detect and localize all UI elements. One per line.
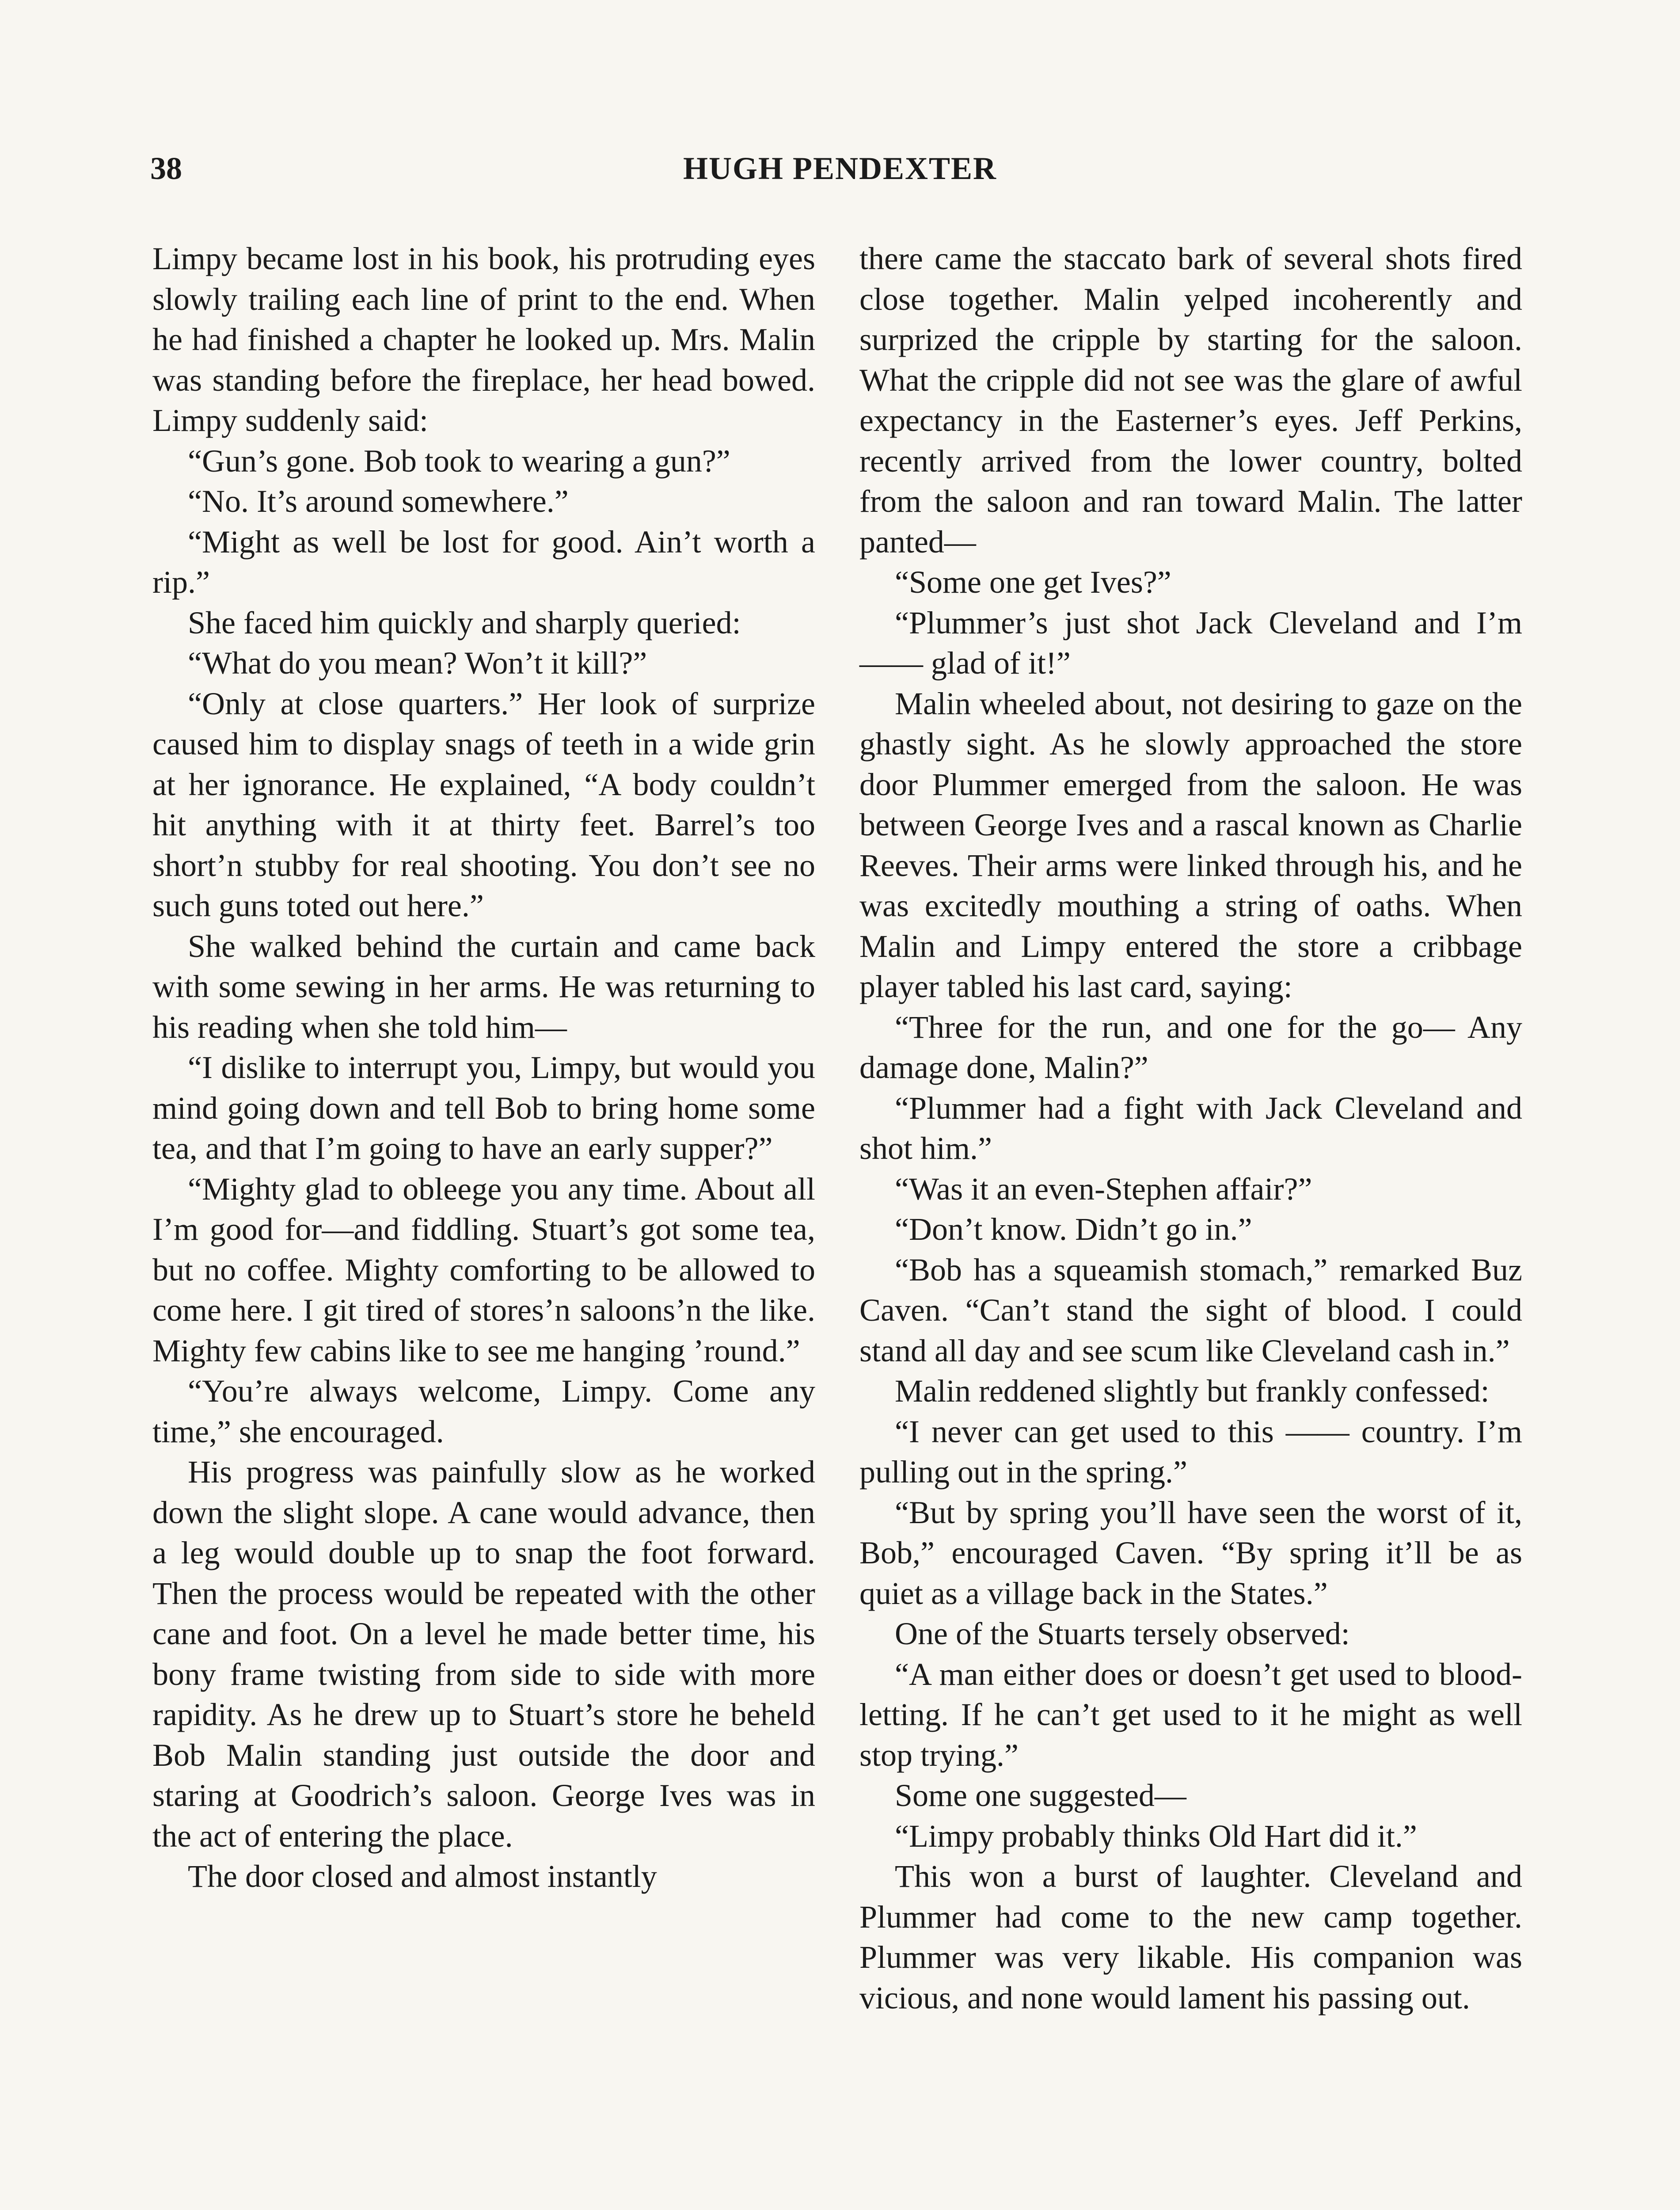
paragraph: “Might as well be lost for good. Ain’t worth a rip.”	[152, 524, 815, 600]
paragraph: “You’re always welcome, Limpy. Come any time,” she encouraged.	[152, 1373, 815, 1449]
page-header	[0, 150, 1680, 199]
paragraph: Limpy became lost in his book, his protruding eyes slowly trailing each line of print to the end. When he had finished a chapter he looked up. Mrs. Malin was standing before the fireplace, her head bowed. Limpy suddenly said:	[152, 241, 815, 438]
paragraph: “But by spring you’ll have seen the worst of it, Bob,” encouraged Caven. “By spring it’ll be as quiet as a village back in the States.”	[859, 1494, 1522, 1611]
paragraph: “Limpy probably thinks Old Hart did it.”	[895, 1818, 1417, 1854]
paragraph: “I dislike to interrupt you, Limpy, but would you mind going down and tell Bob to bring home some tea, and that I’m going to have an early supper?”	[152, 1050, 815, 1166]
right-column	[859, 239, 1522, 2018]
paragraph: “Bob has a squeamish stomach,” remarked Buz Caven. “Can’t stand the sight of blood. I could stand all day and see scum like Cleveland cash in.”	[859, 1252, 1522, 1368]
paragraph: “Plummer had a fight with Jack Cleveland and shot him.”	[859, 1090, 1522, 1166]
paragraph: “No. It’s around somewhere.”	[188, 484, 569, 519]
paragraph: This won a burst of laughter. Cleveland and Plummer had come to the new camp together. Plummer was very likable. His companion was vicious, and none would lament his passing out.	[859, 1859, 1522, 2016]
paragraph: “I never can get used to this —— country. I’m pulling out in the spring.”	[859, 1414, 1522, 1490]
paragraph: “Mighty glad to obleege you any time. About all I’m good for—and fiddling. Stuart’s got some tea, but no coffee. Mighty comforting to be allowed to come here. I git tired of stores’n saloons’n the like. Mighty few cabins like to see me hanging ’round.”	[152, 1171, 815, 1368]
paragraph: Malin wheeled about, not desiring to gaze on the ghastly sight. As he slowly approached the store door Plummer emerged from the saloon. He was between George Ives and a rascal known as Charlie Reeves. Their arms were linked through his, and he was excitedly mouthing a string of oaths. When Malin and Limpy entered the store a cribbage player tabled his last card, saying:	[859, 686, 1522, 1004]
paragraph: “Was it an even-Stephen affair?”	[895, 1171, 1312, 1207]
paragraph: His progress was painfully slow as he worked down the slight slope. A cane would advance, then a leg would double up to snap the foot forward. Then the process would be repeated with the other cane and foot. On a level he made better time, his bony frame twisting from side to side with more rapidity. As he drew up to Stuart’s store he beheld Bob Malin standing just outside the door and staring at Goodrich’s saloon. George Ives was in the act of entering the place.	[152, 1454, 815, 1854]
running-head: HUGH PENDEXTER	[683, 151, 997, 186]
paragraph: She walked behind the curtain and came back with some sewing in her arms. He was returning to his reading when she told him—	[152, 928, 815, 1045]
paragraph: “Some one get Ives?”	[895, 564, 1171, 600]
paragraph: there came the staccato bark of several shots fired close together. Malin yelped incoherently and surprized the cripple by starting for the saloon. What the cripple did not see was the glare of awful expectancy in the Easterner’s eyes. Jeff Perkins, recently arrived from the lower country, bolted from the saloon and ran toward Malin. The latter panted—	[859, 241, 1522, 560]
paragraph: “Don’t know. Didn’t go in.”	[895, 1212, 1252, 1247]
paragraph: “Plummer’s just shot Jack Cleveland and I’m —— glad of it!”	[859, 605, 1522, 681]
paragraph: The door closed and almost instantly	[188, 1859, 657, 1894]
paragraph: “Gun’s gone. Bob took to wearing a gun?”	[188, 443, 730, 479]
paragraph: Malin reddened slightly but frankly confessed:	[895, 1373, 1490, 1409]
left-column	[152, 239, 815, 1897]
paragraph: She faced him quickly and sharply queried:	[188, 605, 741, 640]
paragraph: Some one suggested—	[895, 1778, 1186, 1813]
page-number: 38	[150, 151, 182, 186]
paragraph: “What do you mean? Won’t it kill?”	[188, 645, 647, 681]
paragraph: “A man either does or doesn’t get used to blood-letting. If he can’t get used to it he might as well stop trying.”	[859, 1656, 1522, 1773]
paragraph: “Only at close quarters.” Her look of surprize caused him to display snags of teeth in a wide grin at her ignorance. He explained, “A body couldn’t hit anything with it at thirty feet. Barrel’s too short’n stubby for real shooting. You don’t see no such guns toted out here.”	[152, 686, 815, 923]
paragraph: One of the Stuarts tersely observed:	[895, 1616, 1350, 1651]
paragraph: “Three for the run, and one for the go— Any damage done, Malin?”	[859, 1009, 1522, 1085]
